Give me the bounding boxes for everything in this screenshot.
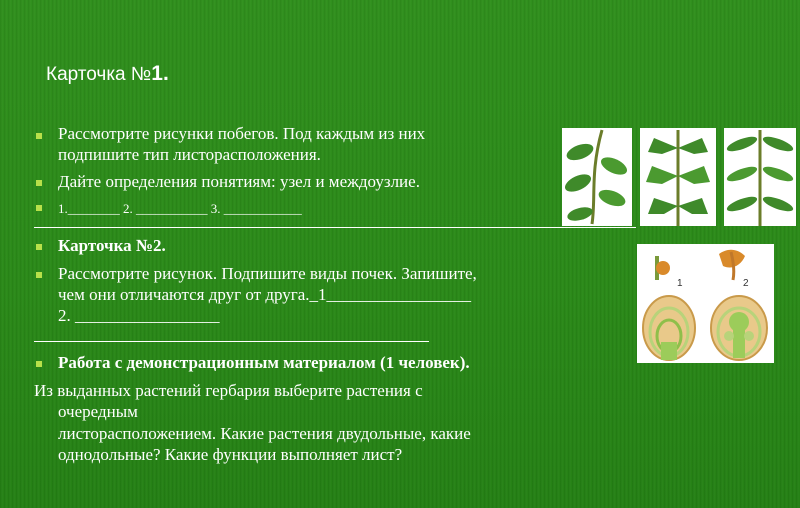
bullet-marker xyxy=(36,272,42,278)
bud-label-2: 2 xyxy=(743,278,749,289)
card1-instruction-line2: подпишите тип листорасположения. xyxy=(58,145,321,164)
bullet-marker xyxy=(36,133,42,139)
card1-definition-task: Дайте определения понятиям: узел и междоузлие. xyxy=(58,172,420,191)
demo-line1: Из выданных растений гербария выберите растения с xyxy=(34,381,423,400)
demo-title: Работа с демонстрационным материалом (1 человек). xyxy=(58,353,470,372)
shoot-whorled-image xyxy=(724,128,796,226)
separator-line xyxy=(34,227,636,228)
card2-instruction-line1: Рассмотрите рисунок. Подпишите виды почек. Запишите, xyxy=(58,264,477,283)
bullet-marker xyxy=(36,205,42,211)
bullet-marker xyxy=(36,361,42,367)
bud-label-1: 1 xyxy=(677,278,683,289)
card1-instruction-line1: Рассмотрите рисунки побегов. Под каждым из них xyxy=(58,124,426,143)
card2-instruction-line2: чем они отличаются друг от друга._1_________________ xyxy=(58,285,472,304)
bullet-marker xyxy=(36,180,42,186)
demo-line2: очередным xyxy=(58,402,138,421)
card2-answer-blank-2: 2. _________________ xyxy=(58,306,220,325)
demo-line4: однодольные? Какие функции выполняет лист? xyxy=(58,445,403,464)
card2-title: Карточка №2. xyxy=(58,236,166,255)
card1-title: Карточка №1. xyxy=(46,62,169,85)
separator-line xyxy=(34,341,429,342)
card1-answer-blanks: 1.________ 2. ___________ 3. ____________ xyxy=(58,201,302,216)
bullet-marker xyxy=(36,244,42,250)
demo-line3: листорасположением. Какие растения двудольные, какие xyxy=(58,424,471,443)
shoot-opposite-image xyxy=(640,128,716,226)
bud-types-image xyxy=(637,244,774,363)
shoot-alternate-image xyxy=(562,128,632,226)
